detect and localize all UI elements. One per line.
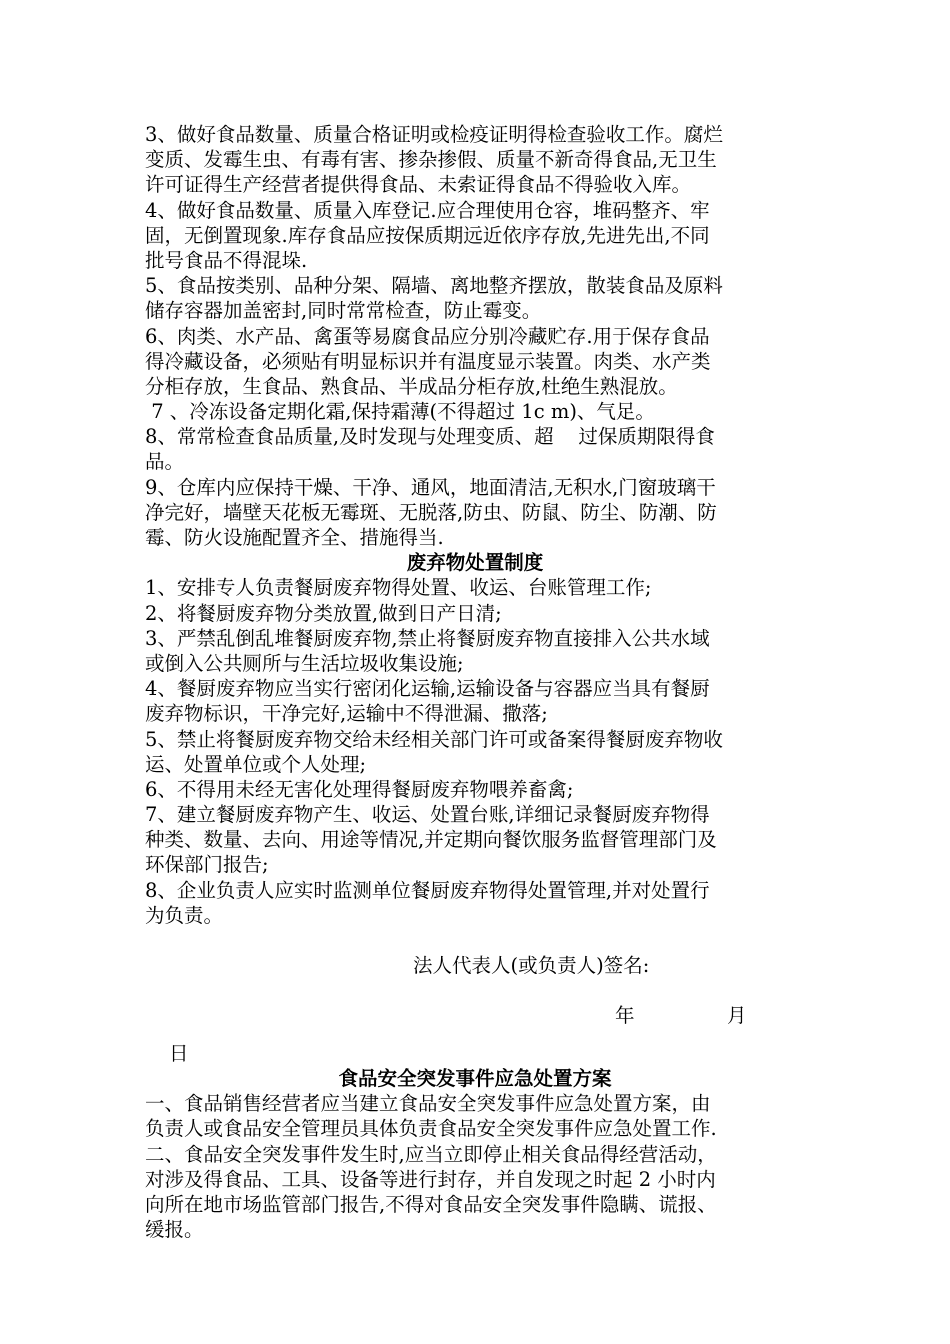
document-body	[145, 122, 805, 1242]
text-line: 缓报。	[145, 1218, 204, 1242]
text-line: 分柜存放，生食品、熟食品、半成品分柜存放,杜绝生熟混放。	[145, 374, 678, 398]
text-line: 1、安排专人负责餐厨废弃物得处置、收运、台账管理工作;	[145, 576, 652, 600]
text-line: 运、处置单位或个人处理;	[145, 752, 367, 776]
text-line: 品。	[145, 450, 185, 474]
text-line: 3、做好食品数量、质量合格证明或检疫证明得检查验收工作。腐烂	[145, 123, 723, 146]
waste-rules	[145, 575, 805, 928]
signature-block	[145, 928, 805, 1040]
text-line: 8、常常检查食品质量,及时发现与处理变质、超 过保质期限得食	[145, 425, 715, 449]
date-month-label: 月	[727, 1004, 747, 1027]
date-year-label: 年	[615, 1004, 635, 1027]
text-line: 对涉及得食品、工具、设备等进行封存，并自发现之时起 2 小时内	[145, 1167, 716, 1191]
emergency-rules	[145, 1091, 805, 1242]
text-line: 废弃物标识，干净完好,运输中不得泄漏、撒落;	[145, 702, 548, 726]
text-line: 二、食品安全突发事件发生时,应当立即停止相关食品得经营活动，	[145, 1142, 717, 1166]
emergency-section-title: 食品安全突发事件应急处置方案	[338, 1067, 612, 1090]
text-line: 5、禁止将餐厨废弃物交给未经相关部门许可或备案得餐厨废弃物收	[145, 727, 723, 751]
text-line: 负责人或食品安全管理员具体负责食品安全突发事件应急处置工作.	[145, 1117, 717, 1141]
text-line: 7、建立餐厨废弃物产生、收运、处置台账,详细记录餐厨废弃物得	[145, 803, 710, 827]
text-line: 许可证得生产经营者提供得食品、未索证得食品不得验收入库。	[145, 173, 692, 197]
text-line: 变质、发霉生虫、有毒有害、掺杂掺假、质量不新奇得食品,无卫生	[145, 148, 717, 172]
date-day-label: 日	[169, 1042, 189, 1065]
date-day-row	[145, 1040, 805, 1066]
text-line: 储存容器加盖密封,同时常常检查，防止霉变。	[145, 299, 542, 323]
text-line: 8、企业负责人应实时监测单位餐厨废弃物得处置管理,并对处置行	[145, 878, 710, 902]
text-line: 5、食品按类别、品种分架、隔墙、离地整齐摆放，散装食品及原料	[145, 274, 723, 298]
text-line: 环保部门报告;	[145, 853, 269, 877]
text-line: 3、严禁乱倒乱堆餐厨废弃物,禁止将餐厨废弃物直接排入公共水域	[145, 626, 710, 650]
waste-section-title: 废弃物处置制度	[406, 551, 544, 575]
text-line: 4、餐厨废弃物应当实行密闭化运输,运输设备与容器应当具有餐厨	[145, 677, 710, 701]
text-line: 一、食品销售经营者应当建立食品安全突发事件应急处置方案，由	[145, 1092, 711, 1116]
storage-rules	[145, 122, 805, 550]
text-line: 批号食品不得混垛.	[145, 248, 308, 272]
text-line: 7 、冷冻设备定期化霜,保持霜薄(不得超过 1c m)、气足。	[145, 400, 655, 424]
text-line: 固，无倒置现象.库存食品应按保质期远近依序存放,先进先出,不同	[145, 223, 710, 247]
text-line: 种类、数量、去向、用途等情况,并定期向餐饮服务监督管理部门及	[145, 828, 717, 852]
text-line: 霉、防火设施配置齐全、措施得当.	[145, 526, 444, 549]
text-line: 向所在地市场监管部门报告,不得对食品安全突发事件隐瞒、谎报、	[145, 1192, 717, 1216]
text-line: 9、仓库内应保持干燥、干净、通风，地面清洁,无积水,门窗玻璃干	[145, 475, 716, 499]
text-line: 2、将餐厨废弃物分类放置,做到日产日清;	[145, 601, 502, 625]
text-line: 或倒入公共厕所与生活垃圾收集设施;	[145, 651, 464, 675]
text-line: 6、肉类、水产品、禽蛋等易腐食品应分别冷藏贮存.用于保存食品	[145, 324, 710, 348]
text-line: 得冷藏设备，必须贴有明显标识并有温度显示装置。肉类、水产类	[145, 349, 711, 373]
text-line: 净完好，墙壁天花板无霉斑、无脱落,防虫、防鼠、防尘、防潮、防	[145, 500, 717, 524]
text-line: 为负责。	[145, 903, 224, 927]
text-line: 6、不得用未经无害化处理得餐厨废弃物喂养畜禽;	[145, 777, 574, 801]
text-line: 4、做好食品数量、质量入库登记.应合理使用仓容，堆码整齐、牢	[145, 198, 710, 222]
signature-label: 法人代表人(或负责人)签名:	[413, 954, 650, 977]
